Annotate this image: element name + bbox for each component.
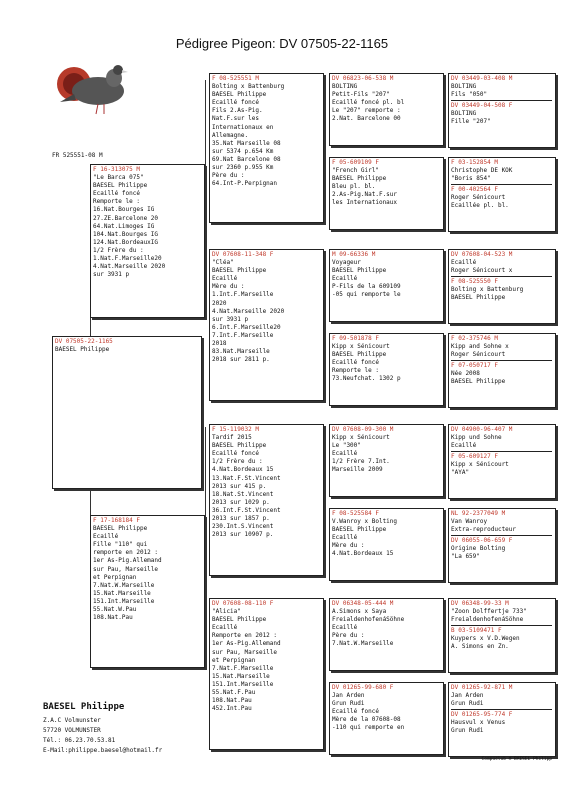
ring-number: NL 92-2377049 M xyxy=(451,510,506,517)
info-line: Ecaillé xyxy=(451,259,477,267)
info-line: 2013 sur 1029 p. xyxy=(212,498,270,506)
info-line: Bleu pl. bl. xyxy=(332,183,376,191)
info-line: Marseille 2009 xyxy=(332,466,383,474)
info-line: 27.ZE.Barcelone 20 xyxy=(93,214,159,222)
info-line: Kipp x Sénicourt xyxy=(332,343,390,351)
ggp-box-ddd xyxy=(329,682,444,755)
subject-pigeon-box xyxy=(52,336,202,489)
ring-number: DV 07608-08-110 F xyxy=(212,600,274,607)
info-line: Ecaillé xyxy=(332,534,358,542)
info-line: 1er As-Pig.Allemand xyxy=(93,557,162,565)
ring-number: F 08-525550 F xyxy=(451,278,498,286)
ring-number: DV 07608-09-300 M xyxy=(332,426,394,433)
ggp-box-sdd xyxy=(329,333,444,406)
g4-box-6 xyxy=(448,508,556,583)
info-line: Christophe DE KOK xyxy=(451,167,513,175)
sire-box xyxy=(90,164,205,318)
info-line: 1.Int.F.Marseille xyxy=(212,291,274,299)
ring-number: DV 04900-96-407 M xyxy=(451,426,513,433)
info-line: 1er As-Pig.Allemand xyxy=(212,640,281,648)
ring-number: F 03-152854 M xyxy=(451,159,498,166)
info-line: "Alicia" xyxy=(212,608,241,616)
info-line: 230.Int.S.Vincent xyxy=(212,523,274,531)
info-line: Père du : xyxy=(332,632,365,640)
info-line: Kuypers x V.D.Wegen xyxy=(451,635,520,643)
info-line: 4.Nat.Bordeaux 15 xyxy=(212,466,274,474)
ring-number: F 17-168184 F xyxy=(93,517,140,524)
owner-phone: Tél.: 06.23.70.53.81 xyxy=(43,737,116,744)
ring-number: F 16-313075 M xyxy=(93,166,140,173)
ring-number: DV 06823-06-538 M xyxy=(332,75,394,82)
info-line: Voyageur xyxy=(332,259,361,267)
info-line: sur 3931 p xyxy=(93,271,130,279)
info-line: 7.Nat.F.Marseille xyxy=(212,664,274,672)
credit-text: Compuclub ® BAESEL Philipp xyxy=(481,757,552,762)
info-line: Bolting x Battenburg xyxy=(451,286,524,294)
info-line: et Perpignan xyxy=(212,656,256,664)
info-line: les Internationaux xyxy=(332,199,398,207)
ggp-box-ssd xyxy=(329,157,444,230)
info-line: Ecaillé foncé xyxy=(332,359,379,367)
info-line: BAESEL Philippe xyxy=(451,378,506,386)
info-line: Roger Sénicourt xyxy=(451,351,506,359)
info-line: A. Simons en Zn. xyxy=(451,643,509,651)
info-line: 73.Neufchat. 1302 p xyxy=(332,375,401,383)
info-line: 2018 sur 2811 p. xyxy=(212,356,270,364)
ring-number: DV 03449-03-408 M xyxy=(451,75,513,82)
info-line: 2020 xyxy=(212,299,227,307)
info-line: Kipp und Sohne xyxy=(451,434,502,442)
info-line: Ecaillé foncé xyxy=(212,99,259,107)
info-line: Grun Rudi xyxy=(332,700,365,708)
info-line: -05 qui remporte le xyxy=(332,291,401,299)
info-line: 108.Nat.Pau xyxy=(93,614,133,622)
info-line: Remporte le : xyxy=(93,198,140,206)
ring-number: F 08-525551 M xyxy=(212,75,259,82)
ring-number: DV 03449-04-508 F xyxy=(451,102,513,110)
info-line: 13.Nat.F.St.Vincent xyxy=(212,474,281,482)
info-line: Ecaillé xyxy=(212,275,238,283)
g4-box-5 xyxy=(448,424,556,499)
info-line: Fils "050" xyxy=(451,91,488,99)
info-line: BAESEL Philippe xyxy=(332,267,387,275)
info-line: 36.Int.F.St.Vincent xyxy=(212,506,281,514)
info-line: Grun Rudi xyxy=(451,700,484,708)
ring-number: F 05-609109 F xyxy=(332,159,379,166)
dam-box xyxy=(90,515,205,668)
info-line: sur Pau, Marseille xyxy=(93,565,159,573)
ring-number: F 08-525584 F xyxy=(332,510,379,517)
owner-text: BAESEL Philippe xyxy=(55,346,110,354)
info-line: Le "300" xyxy=(332,442,361,450)
info-line: 108.Nat.Pau xyxy=(212,697,252,705)
info-line: sur 5374 p.654 Km xyxy=(212,147,274,155)
g4-box-3 xyxy=(448,249,556,324)
info-line: Hausvul x Venus xyxy=(451,719,506,727)
info-line: 151.Int.Marseille xyxy=(93,597,155,605)
owner-address-line2: 57720 VOLMUNSTER xyxy=(43,727,101,734)
info-line: BAESEL Philippe xyxy=(451,294,506,302)
info-line: BAESEL Philippe xyxy=(332,351,387,359)
ring-number: DV 01265-92-871 M xyxy=(451,684,513,691)
owner-contact xyxy=(43,716,162,756)
info-line: 69.Nat Barcelone 08 xyxy=(212,155,281,163)
info-line: Ecaillée pl. bl. xyxy=(451,202,509,210)
info-line: Remporte le : xyxy=(332,367,379,375)
info-line: Kipp x Sénicourt xyxy=(332,434,390,442)
ggp-box-sds xyxy=(329,249,444,322)
info-line: Bolting x Battenburg xyxy=(212,83,285,91)
info-line: Ecaillé xyxy=(93,533,119,541)
info-line: "AYA" xyxy=(451,469,470,477)
info-line: BAESEL Philippe xyxy=(93,525,148,533)
info-line: 4.Nat.Marseille 2020 xyxy=(212,307,285,315)
ring-number: DV 01265-99-680 F xyxy=(332,684,394,691)
info-line: BAESEL Philippe xyxy=(212,442,267,450)
sire-dam-box xyxy=(209,249,324,401)
info-line: 104.Nat.Bourges IG xyxy=(93,230,159,238)
dam-dam-box xyxy=(209,598,324,750)
info-line: Jan Arden xyxy=(332,692,365,700)
g4-box-7 xyxy=(448,598,556,673)
info-line: 7.Nat.W.Marseille xyxy=(93,581,155,589)
info-line: Mère du : xyxy=(332,542,365,550)
info-line: FreialdenhofenáSöhne xyxy=(451,616,524,624)
g4-box-4 xyxy=(448,333,556,408)
ring-number: DV 01265-95-774 F xyxy=(451,711,513,719)
info-line: Nat.F.sur les xyxy=(212,115,259,123)
g4-box-1 xyxy=(448,73,556,148)
info-line: Van Wanroy xyxy=(451,518,488,526)
info-line: 6.Int.F.Marseille20 xyxy=(212,323,281,331)
info-line: BAESEL Philippe xyxy=(93,182,148,190)
pigeon-photo xyxy=(52,46,140,124)
info-line: Kipp and Sohne x xyxy=(451,343,509,351)
info-line: Ecaillé xyxy=(332,275,358,283)
info-line: 151.Int.Marseille xyxy=(212,680,274,688)
info-line: A.Simons x Saya xyxy=(332,608,387,616)
ring-number: F 02-375746 M xyxy=(451,335,498,342)
ring-number: M 09-66336 M xyxy=(332,251,376,258)
sire-sire-box xyxy=(209,73,324,223)
info-line: Père du : xyxy=(212,172,245,180)
info-line: 18.Nat.St.Vincent xyxy=(212,490,274,498)
info-line: Roger Sénicourt x xyxy=(451,267,513,275)
info-line: sur Pau, Marseille xyxy=(212,648,278,656)
ggp-box-dss xyxy=(329,424,444,497)
info-line: 15.Nat.Marseille xyxy=(93,589,151,597)
info-line: BAESEL Philippe xyxy=(212,267,267,275)
info-line: 15.Nat.Marseille xyxy=(212,672,270,680)
info-line: "Le Barca 075" xyxy=(93,174,144,182)
info-line: Ecaillé xyxy=(451,442,477,450)
info-line: Jan Arden xyxy=(451,692,484,700)
info-line: "Boris 854" xyxy=(451,175,491,183)
info-line: Fille "207" xyxy=(451,118,491,126)
ggp-box-dsd xyxy=(329,508,444,581)
info-line: 2018 xyxy=(212,340,227,348)
info-line: 4.Nat.Marseille 2020 xyxy=(93,263,166,271)
ring-number: DV 07608-04-523 M xyxy=(451,251,513,258)
info-line: 4.Nat.Bordeaux 15 xyxy=(332,550,394,558)
info-line: Roger Sénicourt xyxy=(451,194,506,202)
ring-number: B 03-5109471 F xyxy=(451,627,502,635)
info-line: Tardif 2015 xyxy=(212,434,252,442)
info-line: Ecaillé foncé pl. bl xyxy=(332,99,405,107)
info-line: Kipp x Sénicourt xyxy=(451,461,509,469)
info-line: 83.Nat.Marseille xyxy=(212,348,270,356)
info-line: 2013 sur 415 p. xyxy=(212,482,267,490)
info-line: 2013 sur 1857 p. xyxy=(212,515,270,523)
info-line: 124.Nat.BordeauxIG xyxy=(93,238,159,246)
info-line: 2.As-Pig.Nat.F.sur xyxy=(332,191,398,199)
ring-number: F 09-501878 F xyxy=(332,335,379,342)
info-line: 55.Nat.W.Pau xyxy=(93,606,137,614)
info-line: 1/2 Frère du : xyxy=(93,246,144,254)
info-line: Remporte en 2012 : xyxy=(212,632,278,640)
info-line: BOLTING xyxy=(451,110,477,118)
info-line: Ecaillé foncé xyxy=(93,190,140,198)
ring-number: F 15-119032 M xyxy=(212,426,259,433)
info-line: 1.Nat.F.Marseille20 xyxy=(93,255,162,263)
info-line: sur 3931 p xyxy=(212,315,249,323)
info-line: P-Fils de la 609109 xyxy=(332,283,401,291)
info-line: Fils 2.As-Pig. xyxy=(212,107,263,115)
owner-email[interactable]: E-Mail:philippe.baesel@hotmail.fr xyxy=(43,747,163,754)
info-line: Allemagne. xyxy=(212,131,249,139)
ggp-box-sss xyxy=(329,73,444,146)
info-line: V.Wanroy x Bolting xyxy=(332,518,398,526)
info-line: "La 659" xyxy=(451,553,480,561)
info-line: Ecaillé xyxy=(332,450,358,458)
info-line: sur 2360 p.955 Km xyxy=(212,164,274,172)
info-line: BOLTING xyxy=(451,83,477,91)
dam-sire-box xyxy=(209,424,324,576)
info-line: 64.Nat.Limoges IG xyxy=(93,222,155,230)
info-line: Internationaux en xyxy=(212,123,274,131)
info-line: et Perpignan xyxy=(93,573,137,581)
info-line: 2.Nat. Barcelone 00 xyxy=(332,115,401,123)
info-line: FreialdenhofenáSöhne xyxy=(332,616,405,624)
connector-line xyxy=(205,427,206,601)
info-line: 16.Nat.Bourges IG xyxy=(93,206,155,214)
owner-address-line1: Z.A.C Volmunster xyxy=(43,717,101,724)
info-line: BOLTING xyxy=(332,83,358,91)
info-line: BAESEL Philippe xyxy=(212,616,267,624)
info-line: Ecaillé foncé xyxy=(212,450,259,458)
info-line: "Zoon Dolffertje 733" xyxy=(451,608,527,616)
info-line: Origine Bolting xyxy=(451,545,506,553)
info-line: 1/2 Frère 7.Int. xyxy=(332,458,390,466)
info-line: -110 qui remporte en xyxy=(332,724,405,732)
page-title: Pédigree Pigeon: DV 07505-22-1165 xyxy=(175,36,389,51)
info-line: remporte en 2012 : xyxy=(93,549,159,557)
info-line: Ecaillé xyxy=(332,624,358,632)
info-line: BAESEL Philippe xyxy=(332,526,387,534)
info-line: 55.Nat.F.Pau xyxy=(212,689,256,697)
ggp-box-dds xyxy=(329,598,444,671)
ring-number: F 05-609127 F xyxy=(451,453,498,461)
connector-line xyxy=(205,80,206,243)
ring-number: DV 07505-22-1165 xyxy=(55,338,113,345)
ring-number: DV 06348-99-33 M xyxy=(451,600,509,607)
info-line: Née 2008 xyxy=(451,370,480,378)
info-line: Petit-Fils "207" xyxy=(332,91,390,99)
ring-number: F 07-050717 F xyxy=(451,362,498,370)
info-line: 1/2 Frère du : xyxy=(212,458,263,466)
info-line: "French Girl" xyxy=(332,167,379,175)
info-line: Mère de la 07608-08 xyxy=(332,716,401,724)
info-line: Ecaillé foncé xyxy=(332,708,379,716)
ring-number: DV 06055-06-659 F xyxy=(451,537,513,545)
info-line: 2013 sur 10907 p. xyxy=(212,531,274,539)
ring-number: DV 07608-11-348 F xyxy=(212,251,274,258)
info-line: Fille "110" qui xyxy=(93,541,148,549)
info-line: BAESEL Philippe xyxy=(212,91,267,99)
info-line: 7.Int.F.Marseille xyxy=(212,331,274,339)
info-line: Extra-reproducteur xyxy=(451,526,517,534)
info-line: Ecaillé xyxy=(212,624,238,632)
g4-box-2 xyxy=(448,157,556,232)
g4-box-8 xyxy=(448,682,556,757)
info-line: 452.Int.Pau xyxy=(212,705,252,713)
ring-label: FR 525551-08 M xyxy=(52,152,103,159)
ring-number: F 00-402564 F xyxy=(451,186,498,194)
owner-name: BAESEL Philippe xyxy=(43,702,125,712)
ring-number: DV 06348-05-444 M xyxy=(332,600,394,607)
info-line: 7.Nat.W.Marseille xyxy=(332,640,394,648)
info-line: Mère du : xyxy=(212,283,245,291)
info-line: BAESEL Philippe xyxy=(332,175,387,183)
info-line: "Cléa" xyxy=(212,259,234,267)
info-line: Grun Rudi xyxy=(451,727,484,735)
info-line: Le "207" remporte : xyxy=(332,107,401,115)
info-line: 35.Nat Marseille 08 xyxy=(212,139,281,147)
info-line: 64.Int-P.Perpignan xyxy=(212,180,278,188)
